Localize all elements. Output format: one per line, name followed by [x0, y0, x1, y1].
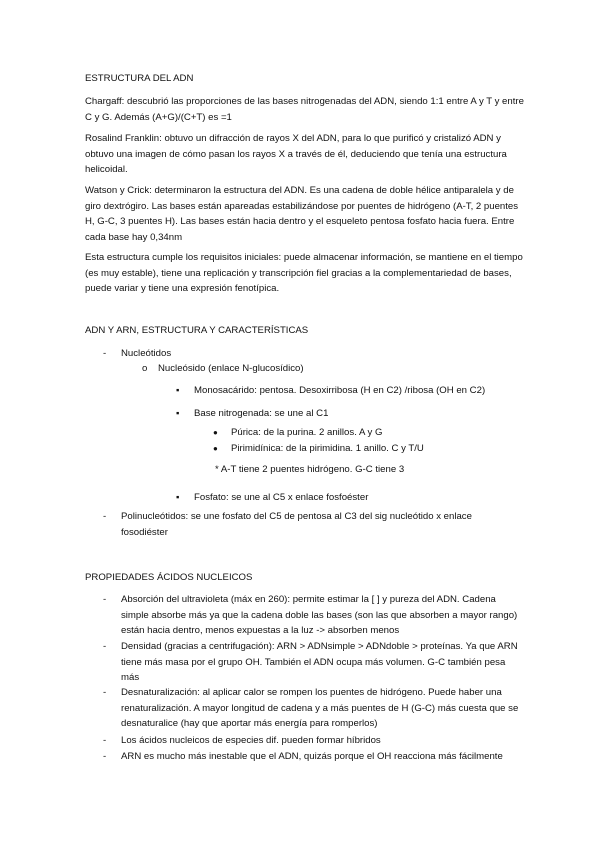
list-item-hibridos: Los ácidos nucleicos de especies dif. pueden formar híbridos: [121, 735, 381, 746]
list-item-inestabilidad: ARN es mucho más inestable que el ADN, quizás porque el OH reacciona más fácilmente: [121, 751, 503, 762]
dash-bullet: -: [103, 687, 107, 698]
list-item-base-nitrogenada: Base nitrogenada: se une al C1: [194, 408, 329, 419]
paragraph-chargaff: Chargaff: descubrió las proporciones de las bases nitrogenadas del ADN, siendo 1:1 entre A y T y entre C y G. Además (A+G)/(C+T) es =1: [85, 96, 524, 123]
list-item-fosfato: Fosfato: se une al C5 x enlace fosfoéster: [194, 492, 369, 503]
dash-bullet: -: [103, 594, 107, 605]
note-puentes: * A-T tiene 2 puentes hidrógeno. G-C tiene 3: [215, 464, 405, 475]
list-item-desnaturalizacion: Desnaturalización: al aplicar calor se rompen los puentes de hidrógeno. Puede haber una renaturalización. A mayor longitud de cadena y a más puentes de H (G-C) más cuesta que se desnaturalice (hay que aportar más energía para romperlos): [121, 687, 519, 730]
list-item-nucleotidos: Nucleótidos: [121, 348, 172, 359]
dash-bullet: -: [103, 735, 107, 746]
paragraph-requisitos: Esta estructura cumple los requisitos iniciales: puede almacenar información, se mantiene en el tiempo (es muy estable), tiene una replicación y transcripción fiel gracias a la complementariedad de bases, puede variar y tiene una expresión fenotípica.: [85, 252, 523, 295]
square-bullet: ▪: [176, 408, 180, 419]
square-bullet: ▪: [176, 492, 180, 503]
list-item-absorcion: Absorción del ultravioleta (máx en 260): permite estimar la [ ] y pureza del ADN. Cadena simple absorbe más ya que la cadena doble las bases (son las que absorben a mayor rango) están hacia dentro, menos expuestas a la luz -> absorben menos: [121, 594, 518, 637]
circle-bullet: o: [142, 363, 148, 374]
dash-bullet: -: [103, 751, 107, 762]
dot-bullet: ●: [213, 428, 218, 437]
list-item-nucleosido: Nucleósido (enlace N-glucosídico): [158, 363, 304, 374]
section-title-propiedades: PROPIEDADES ÁCIDOS NUCLEICOS: [85, 572, 253, 583]
dash-bullet: -: [103, 641, 107, 652]
square-bullet: ▪: [176, 385, 180, 396]
dot-bullet: ●: [213, 444, 218, 453]
list-item-monosacarido: Monosacárido: pentosa. Desoxirribosa (H en C2) /ribosa (OH en C2): [194, 385, 486, 396]
section-title-adn-arn: ADN Y ARN, ESTRUCTURA Y CARACTERÍSTICAS: [85, 325, 309, 336]
list-item-purica: Púrica: de la purina. 2 anillos. A y G: [231, 427, 383, 438]
paragraph-watson-crick: Watson y Crick: determinaron la estructura del ADN. Es una cadena de doble hélice antiparalela y de giro dextrógiro. Las bases están apareadas estabilizándose por puentes de hidrógeno (A-T, 2 puentes H, G-C, 3 puentes H). Las bases están hacia dentro y el esqueleto pentosa fosfato hacia fuera. Entre cada base hay 0,34nm: [85, 185, 519, 243]
dash-bullet: -: [103, 348, 107, 359]
section-title-estructura: ESTRUCTURA DEL ADN: [85, 73, 194, 84]
dash-bullet: -: [103, 511, 107, 522]
list-item-polinucleotidos: Polinucleótidos: se une fosfato del C5 de pentosa al C3 del sig nucleótido x enlace fosodiéster: [121, 511, 472, 538]
list-item-pirimidinica: Pirimidínica: de la pirimidina. 1 anillo. C y T/U: [231, 443, 424, 454]
paragraph-franklin: Rosalind Franklin: obtuvo un difracción de rayos X del ADN, para lo que purificó y cristalizó ADN y obtuvo una imagen de cómo pasan los rayos X a través de él, deduciendo que tenía una estructura helicoidal.: [85, 133, 507, 176]
list-item-densidad: Densidad (gracias a centrifugación): ARN > ADNsimple > ADNdoble > proteínas. Ya que ARN tiene más masa por el grupo OH. También el ADN ocupa más volumen. G-C también pesa más: [121, 641, 518, 684]
